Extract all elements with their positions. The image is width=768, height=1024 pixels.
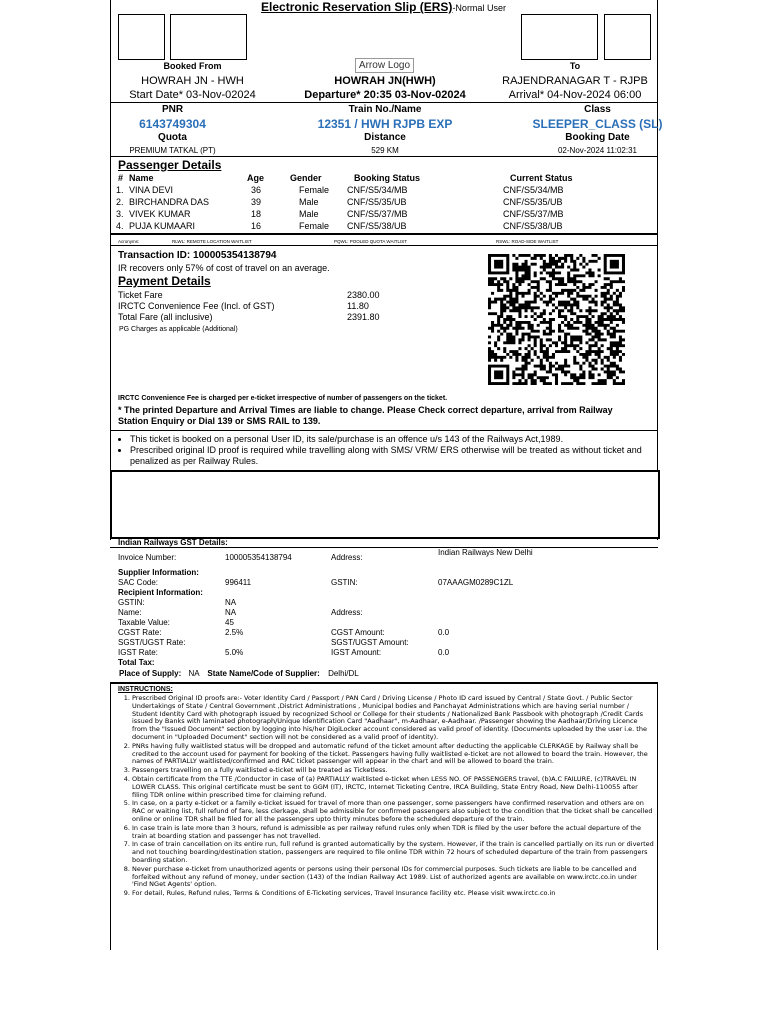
payment-value: 11.80: [347, 301, 369, 311]
acronyms-line: [118, 239, 559, 244]
instructions-title: INSTRUCTIONS:: [118, 686, 173, 693]
passenger-num: 1.: [116, 185, 124, 195]
payment-row: [118, 290, 380, 300]
distance-label: Distance: [364, 132, 406, 143]
divider-instructions: [110, 682, 658, 684]
logo-box-2: [170, 14, 247, 60]
col-age: Age: [247, 173, 265, 183]
train-value: 12351 / HWH RJPB EXP: [317, 117, 453, 131]
ers-subtitle: -Normal User: [452, 3, 506, 13]
payment-value: 2380.00: [347, 290, 380, 300]
passenger-age: 18: [251, 209, 262, 219]
divider-5: [110, 430, 658, 431]
frame-right: [657, 0, 658, 540]
ers-header: [110, 0, 657, 14]
passenger-name: PUJA KUMAARI: [129, 221, 196, 231]
passenger-booking-status: CNF/S5/34/MB: [347, 185, 408, 195]
transaction-id: Transaction ID: 100005354138794: [118, 250, 277, 261]
passenger-gender: Male: [299, 209, 319, 219]
taxable-label: Taxable Value:: [118, 618, 170, 627]
instruction-item: 5. In case, on a party e-ticket or a family e-ticket issued for travel of more than one passenger, some passengers have confirmed reservation and others are on RAC or waiting list, full refund of fare, less clerkage, shall be admissible for confirmed passengers also subject to the condition that the ticket shall be cancelled online or online TDR shall be filed for all the passengers upto thirty minutes before the scheduled departure of the train.: [132, 800, 654, 823]
cgst-rate-label: CGST Rate:: [118, 628, 162, 637]
booking-date-label: Booking Date: [565, 132, 630, 143]
address-label: Address:: [331, 553, 363, 562]
col-gender: Gender: [290, 173, 322, 183]
arrow-logo: Arrow Logo: [355, 58, 414, 73]
divider-2: [110, 156, 658, 157]
printed-times-note: * The printed Departure and Arrival Times are liable to change. Please Check correct departure, arrival from Railway Station Enquiry or Dial 139 or SMS RAIL to 139.: [118, 405, 613, 426]
passenger-booking-status: CNF/S5/38/UB: [347, 221, 407, 231]
instruction-item: 2. PNRs having fully waitlisted status will be dropped and automatic refund of the ticket amount after deducting the applicable CLERKAGE by Railway shall be credited to the account used for payment for booking of the ticket. Passengers having fully waitlisted e-ticket are not allowed to board the train. However, the names of PARTIALLY waitlisted/confirmed and RAC ticket passenger will appear in the chart and will be allowed to board the train.: [132, 743, 654, 766]
sac-value: 996411: [225, 578, 252, 587]
passenger-current-status: CNF/S5/37/MB: [503, 209, 564, 219]
instruction-item: 9. For detail, Rules, Refund rules, Terms & Conditions of E-Ticketing services, Travel Insurance facility etc. Please visit www.irctc.co.in: [132, 890, 654, 898]
payment-label: Total Fare (all inclusive): [118, 312, 213, 322]
invoice-number: 100005354138794: [225, 553, 292, 562]
booked-from-station: HOWRAH JN - HWH: [141, 75, 244, 87]
train-label: Train No./Name: [348, 104, 422, 115]
recipient-name-value: NA: [225, 608, 237, 617]
recipient-address-label: Address:: [331, 608, 363, 617]
recipient-info-label: Recipient Information:: [118, 588, 203, 597]
bullet-note: • Prescribed original ID proof is required while travelling along with SMS/ VRM/ ERS otherwise will be treated as without ticket and penalized as per Railway Rules.: [130, 445, 647, 467]
quota-value: PREMIUM TATKAL (PT): [129, 146, 216, 155]
quota-label: Quota: [158, 132, 187, 143]
col-current-status: Current Status: [510, 173, 573, 183]
acronym-rswl: RSWL: ROAD-SIDE WAITLIST: [496, 239, 559, 244]
logo-box-3: [521, 14, 598, 60]
departure-time: Departure* 20:35 03-Nov-02024: [304, 89, 466, 101]
instructions-list: [116, 695, 654, 899]
divider-4: [110, 245, 658, 246]
payment-row: [118, 312, 380, 322]
state-supplier-label: State Name/Code of Supplier:: [207, 669, 320, 678]
col-booking-status: Booking Status: [354, 173, 421, 183]
passenger-age: 16: [251, 221, 262, 231]
igst-rate-label: IGST Rate:: [118, 648, 158, 657]
to-label: To: [569, 61, 581, 71]
logo-box-4: [604, 14, 651, 60]
igst-rate-value: 5.0%: [225, 648, 244, 657]
sac-label: SAC Code:: [118, 578, 159, 587]
cgst-amount-label: CGST Amount:: [331, 628, 385, 637]
passenger-details-title: Passenger Details: [118, 158, 222, 172]
igst-amount-value: 0.0: [438, 648, 450, 657]
address-value: Indian Railways New Delhi: [438, 548, 533, 557]
col-num: #: [118, 173, 124, 183]
instruction-item: 3. Passengers travelling on a fully waitlisted e-ticket will be treated as Ticketless.: [132, 767, 654, 775]
class-label: Class: [584, 104, 611, 115]
passenger-age: 39: [251, 197, 262, 207]
pnr-label: PNR: [161, 104, 184, 115]
passenger-gender: Male: [299, 197, 319, 207]
passenger-num: 3.: [116, 209, 124, 219]
passenger-name: VINA DEVI: [129, 185, 174, 195]
state-supplier-value: Delhi/DL: [328, 669, 359, 678]
mid-station: HOWRAH JN(HWH): [334, 75, 436, 87]
passenger-name: BIRCHANDRA DAS: [129, 197, 210, 207]
acronym-rlwl: RLWL: REMOTE LOCATION WAITLIST: [172, 239, 252, 244]
sgst-rate-label: SGST/UGST Rate:: [118, 638, 186, 647]
recipient-gstin-value: NA: [225, 598, 237, 607]
convenience-fee-note: IRCTC Convenience Fee is charged per e-ticket irrespective of number of passengers on the ticket.: [118, 395, 448, 402]
passenger-gender: Female: [299, 221, 330, 231]
passenger-num: 4.: [116, 221, 124, 231]
logo-box-1: [118, 14, 165, 60]
gst-divider: [110, 547, 658, 548]
sgst-amount-label: SGST/UGST Amount:: [331, 638, 409, 647]
passenger-booking-status: CNF/S5/35/UB: [347, 197, 407, 207]
passenger-current-status: CNF/S5/35/UB: [503, 197, 563, 207]
passenger-age: 36: [251, 185, 262, 195]
gstin-value: 07AAAGM0289C1ZL: [438, 578, 514, 587]
payment-label: IRCTC Convenience Fee (Incl. of GST): [118, 301, 275, 311]
arrival-time: Arrival* 04-Nov-2024 06:00: [508, 89, 642, 101]
pnr-value: 6143749304: [139, 117, 206, 131]
divider-1: [110, 102, 658, 103]
frame-right-lower: [657, 683, 658, 950]
gst-title: Indian Railways GST Details:: [118, 538, 228, 547]
cgst-rate-value: 2.5%: [225, 628, 244, 637]
taxable-value: 45: [225, 618, 234, 627]
payment-details-title: Payment Details: [118, 274, 211, 288]
col-name: Name: [129, 173, 154, 183]
invoice-label: Invoice Number:: [118, 553, 177, 562]
pg-charges-note: PG Charges as applicable (Additional): [119, 326, 238, 333]
passenger-name: VIVEK KUMAR: [129, 209, 191, 219]
acronyms-label: Acronyms:: [118, 239, 140, 244]
place-of-supply-line: [119, 669, 359, 678]
to-station: RAJENDRANAGAR T - RJPB: [502, 75, 648, 87]
passenger-current-status: CNF/S5/34/MB: [503, 185, 564, 195]
divider-3: [110, 233, 658, 235]
ers-title: Electronic Reservation Slip (ERS): [261, 0, 453, 14]
supplier-info-label: Supplier Information:: [118, 568, 199, 577]
recipient-name-label: Name:: [118, 608, 142, 617]
instruction-item: 7. In case of train cancellation on its entire run, full refund is granted automatically by the system. However, if the train is cancelled partially on its run or diverted and not touching boarding/destination station, passengers are required to file online TDR within 72 hours of scheduled departure of the train from passengers boarding station.: [132, 841, 654, 864]
passenger-num: 2.: [116, 197, 124, 207]
booking-date-value: 02-Nov-2024 11:02:31: [557, 146, 638, 155]
qr-code: [488, 254, 625, 385]
class-value: SLEEPER_CLASS (SL): [532, 117, 663, 131]
payment-value: 2391.80: [347, 312, 380, 322]
place-of-supply-label: Place of Supply:: [119, 669, 182, 678]
blank-advert-box: [110, 470, 660, 539]
place-of-supply-value: NA: [188, 669, 200, 678]
start-date: Start Date* 03-Nov-02024: [129, 89, 256, 101]
frame-left-lower: [110, 683, 111, 950]
gstin-label: GSTIN:: [331, 578, 358, 587]
payment-row: [118, 301, 369, 311]
acronym-pqwl: PQWL: POOLED QUOTA WAITLIST: [334, 239, 408, 244]
instruction-item: 1. Prescribed Original ID proofs are:- Voter Identity Card / Passport / PAN Card / Driving License / Photo ID card issued by Central / State Govt. / Public Sector Undertakings of State / Central Government ,District Administrations , Municipal bodies and Panchayat Administrations which are having serial number / Student Identity Card with photograph issued by recognized School or College for their students / Nationalized Bank Passbook with photograph /Credit Cards issued by Banks with laminated photograph/Unique Identification Card "Aadhaar", m-Aadhaar, e-Aadhaar. /Passenger showing the Aadhaar/Driving Licence from the "Issued Document" section by logging into his/her DigiLocker account considered as valid proof of identity. (Documents uploaded by the user i.e. the document in "Uploaded Document" section will not be considered as a valid proof of identity).: [132, 695, 654, 742]
bullet-note: • This ticket is booked on a personal User ID, its sale/purchase is an offence u/s 143 of the Railways Act,1989.: [130, 434, 647, 445]
igst-amount-label: IGST Amount:: [331, 648, 382, 657]
passenger-current-status: CNF/S5/38/UB: [503, 221, 563, 231]
bullet-notes: [112, 434, 647, 467]
instruction-item: 4. Obtain certificate from the TTE /Conductor in case of (a) PARTIALLY waitlisted e-ticket when LESS NO. OF PASSENGERS travel, (b)A.C FAILURE, (c)TRAVEL IN LOWER CLASS. This original certificate must be sent to GGM (IT), IRCTC, Internet Ticketing Centre, IRCA Building, State Entry Road, New Delhi-110055 after filing TDR online within prescribed time for claiming refund.: [132, 776, 654, 799]
passenger-booking-status: CNF/S5/37/MB: [347, 209, 408, 219]
ir-recovery-note: IR recovers only 57% of cost of travel on an average.: [118, 263, 330, 273]
cgst-amount-value: 0.0: [438, 628, 450, 637]
distance-value: 529 KM: [371, 146, 399, 155]
recipient-gstin-label: GSTIN:: [118, 598, 145, 607]
booked-from-label: Booked From: [163, 61, 222, 71]
instruction-item: 6. In case train is late more than 3 hours, refund is admissible as per railway refund rules only when TDR is filed by the user before the actual departure of the train at boarding station and passenger has not travelled.: [132, 825, 654, 841]
payment-label: Ticket Fare: [118, 290, 163, 300]
instruction-item: 8. Never purchase e-ticket from unauthorized agents or persons using their personal IDs for commercial purposes. Such tickets are liable to be cancelled and forfeited without any refund of money, under section (143) of the Indian Railway Act 1989. List of authorized agents are available on www.irctc.co.in under 'Find NGet Agents' option.: [132, 866, 654, 889]
passenger-gender: Female: [299, 185, 330, 195]
total-tax-label: Total Tax:: [118, 658, 155, 667]
